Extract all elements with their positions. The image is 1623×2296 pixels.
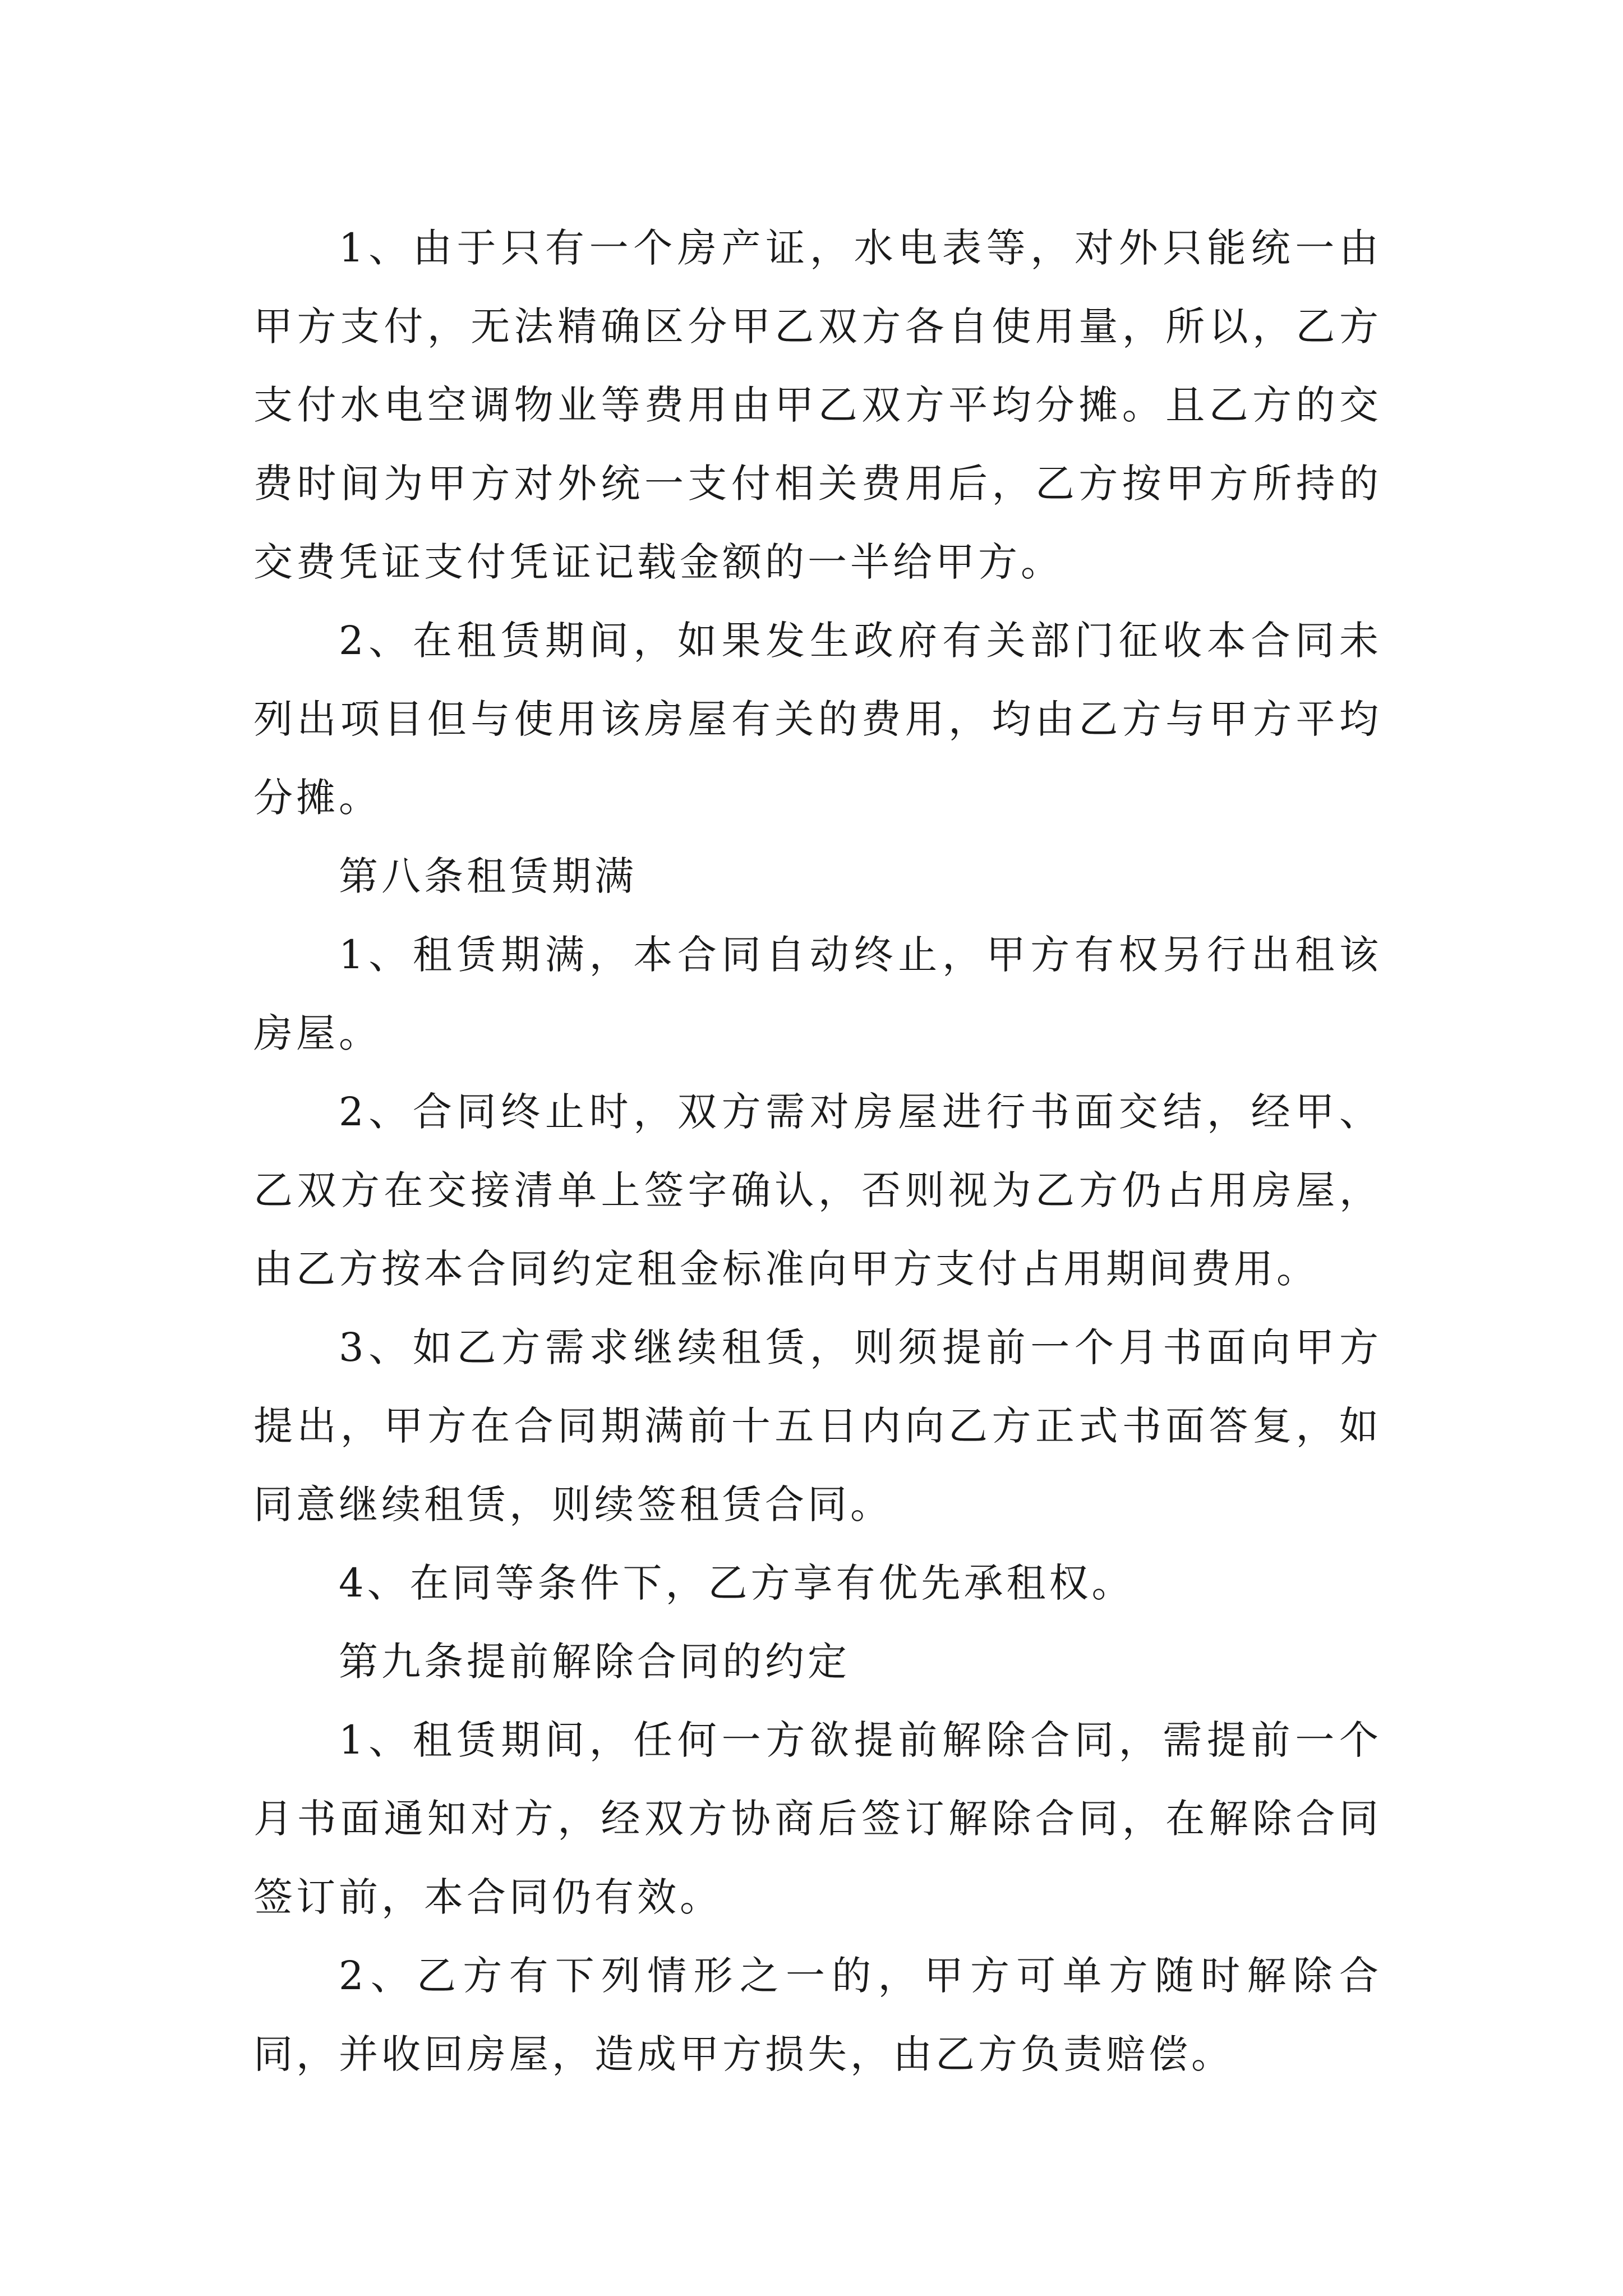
paragraph-government-fees: 2、在租赁期间，如果发生政府有关部门征收本合同未列出项目但与使用该房屋有关的费用，均由乙方与甲方平均分摊。: [253, 618, 1382, 821]
paragraph-renewal: 3、如乙方需求继续租赁，则须提前一个月书面向甲方提出，甲方在合同期满前十五日内向乙方正式书面答复，如同意继续租赁，则续签租赁合同。: [253, 1324, 1382, 1527]
section-heading-article-8: 第八条租赁期满: [339, 853, 637, 899]
paragraph-unilateral-termination: 2、乙方有下列情形之一的，甲方可单方随时解除合同，并收回房屋，造成甲方损失，由乙方负责赔偿。: [253, 1953, 1382, 2077]
paragraph-lease-expiry: 1、租赁期满，本合同自动终止，甲方有权另行出租该房屋。: [253, 932, 1382, 1056]
section-heading-article-9: 第九条提前解除合同的约定: [339, 1639, 850, 1685]
document-body: [253, 209, 1382, 2093]
paragraph-priority-right: 4、在同等条件下，乙方享有优先承租权。: [339, 1560, 1135, 1606]
paragraph-utility-fees: 1、由于只有一个房产证，水电表等，对外只能统一由甲方支付，无法精确区分甲乙双方各自使用量，所以，乙方支付水电空调物业等费用由甲乙双方平均分摊。且乙方的交费时间为甲方对外统一支付相关费用后，乙方按甲方所持的交费凭证支付凭证记载金额的一半给甲方。: [253, 225, 1382, 585]
paragraph-handover: 2、合同终止时，双方需对房屋进行书面交结，经甲、乙双方在交接清单上签字确认，否则视为乙方仍占用房屋，由乙方按本合同约定租金标准向甲方支付占用期间费用。: [253, 1089, 1382, 1292]
paragraph-early-termination: 1、租赁期间，任何一方欲提前解除合同，需提前一个月书面通知对方，经双方协商后签订解除合同，在解除合同签订前，本合同仍有效。: [253, 1717, 1382, 1920]
